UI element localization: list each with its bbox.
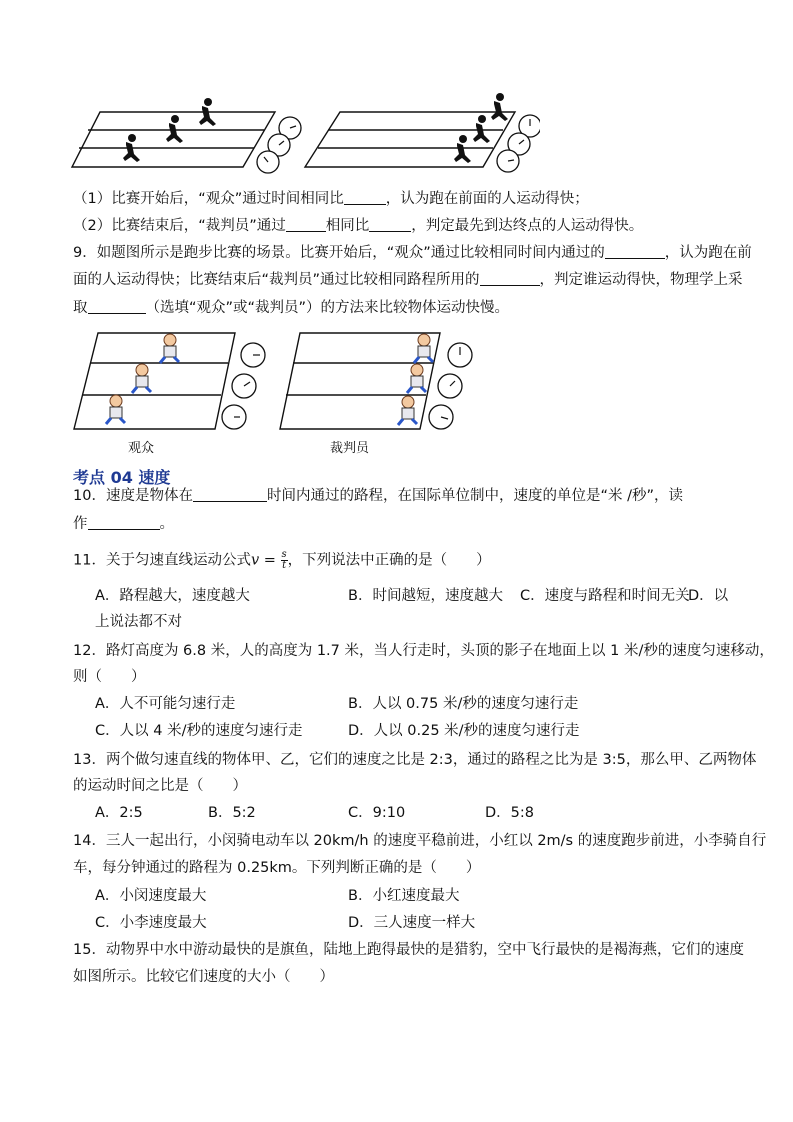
q12-option-d[interactable]: D．人以 0.25 米/秒的速度匀速行走 [348, 723, 580, 739]
q13-line1: 13．两个做匀速直线的物体甲、乙，它们的速度之比是 2:3，通过的路程之比为是 3:5，那么甲、乙两物体 [73, 752, 757, 768]
stopwatch-icons [222, 343, 472, 429]
q12-line1: 12．路灯高度为 6.8 米，人的高度为 1.7 米，当人行走时，头顶的影子在地面上以 1 米/秒的速度匀速移动， [73, 643, 774, 659]
track-figure-cartoon [70, 325, 480, 437]
q14-line1: 14．三人一起出行，小闵骑电动车以 20km/h 的速度平稳前进，小红以 2m/s 的速度跑步前进，小李骑自行 [73, 833, 767, 849]
q9-line2: 面的人运动得快；比赛结束后“裁判员”通过比较相同路程所用的 ，判定谁运动得快，物理学上采 [73, 272, 743, 288]
q12-option-b[interactable]: B．人以 0.75 米/秒的速度匀速行走 [348, 696, 579, 712]
q11-option-d[interactable]: D．以 [688, 588, 729, 604]
q13-line2: 的运动时间之比是（ ） [73, 778, 247, 794]
runner-cartoons [106, 334, 433, 425]
answer-blank[interactable] [344, 189, 386, 205]
track-figure-top [70, 92, 540, 174]
answer-blank[interactable] [88, 298, 146, 314]
q13-option-d[interactable]: D．5:8 [485, 805, 535, 821]
figure-caption-referee: 裁判员 [330, 441, 370, 456]
q14-option-c[interactable]: C．小李速度最大 [95, 915, 207, 931]
q11-option-d-cont: 上说法都不对 [95, 614, 182, 630]
q12-option-c[interactable]: C．人以 4 米/秒的速度匀速行走 [95, 723, 303, 739]
q12-line2: 则（ ） [73, 669, 146, 685]
q10-line2: 作 。 [73, 516, 174, 532]
q15-line1: 15．动物界中水中游动最快的是旗鱼，陆地上跑得最快的是猎豹，空中飞行最快的是褐海燕，它们的速度 [73, 942, 744, 958]
answer-blank[interactable] [480, 270, 540, 286]
q8-sub1: （1）比赛开始后，“观众”通过时间相同比 ，认为跑在前面的人运动得快； [73, 191, 589, 207]
q14-line2: 车，每分钟通过的路程为 0.25km。下列判断正确的是（ ） [73, 860, 481, 876]
q14-option-d[interactable]: D．三人速度一样大 [348, 915, 476, 931]
q11-option-b[interactable]: B．时间越短，速度越大 [348, 588, 503, 604]
q14-option-a[interactable]: A．小闵速度最大 [95, 888, 207, 904]
q12-option-a[interactable]: A．人不可能匀速行走 [95, 696, 236, 712]
q14-option-b[interactable]: B．小红速度最大 [348, 888, 460, 904]
answer-blank[interactable] [88, 514, 160, 530]
formula-fraction: $\frac{s}{t}$ [281, 549, 287, 571]
answer-blank[interactable] [605, 243, 665, 259]
q11-stem: 11．关于匀速直线运动公式v = $\frac{s}{t}$ ，下列说法中正确的是（ ） [73, 549, 491, 571]
section-heading: 考点 04 速度 [73, 468, 171, 487]
q13-option-c[interactable]: C．9:10 [348, 805, 406, 821]
q11-option-a[interactable]: A．路程越大，速度越大 [95, 588, 250, 604]
q13-option-a[interactable]: A．2:5 [95, 805, 143, 821]
q15-line2: 如图所示。比较它们速度的大小（ ） [73, 969, 334, 985]
q8-sub2: （2）比赛结束后，“裁判员”通过 相同比 ，判定最先到达终点的人运动得快。 [73, 218, 644, 234]
answer-blank[interactable] [193, 486, 267, 502]
q9-line3: 取 （选填“观众”或“裁判员”）的方法来比较物体运动快慢。 [73, 300, 510, 316]
q11-option-c[interactable]: C．速度与路程和时间无关 [520, 588, 690, 604]
stopwatch-icons [257, 115, 540, 173]
answer-blank[interactable] [286, 216, 326, 232]
q10-line1: 10．速度是物体在 时间内通过的路程，在国际单位制中，速度的单位是“米 /秒”，读 [73, 488, 683, 504]
runner-silhouettes [123, 93, 508, 163]
q9-line1: 9．如题图所示是跑步比赛的场景。比赛开始后，“观众”通过比较相同时间内通过的 ，认为跑在前 [73, 245, 752, 261]
q13-option-b[interactable]: B．5:2 [208, 805, 256, 821]
figure-caption-audience: 观众 [128, 441, 155, 456]
answer-blank[interactable] [369, 216, 411, 232]
